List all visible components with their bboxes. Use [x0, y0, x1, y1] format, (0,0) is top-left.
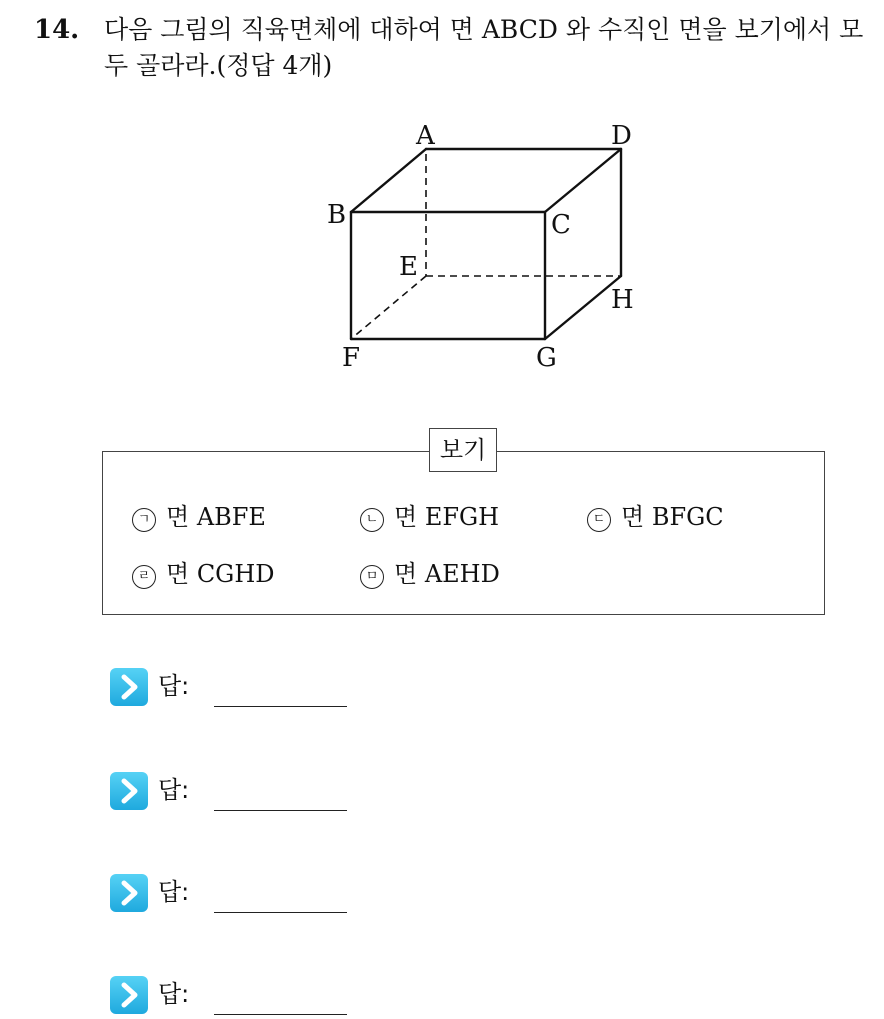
edge-DC — [545, 149, 621, 212]
edge-AB — [351, 149, 426, 212]
choice-item — [587, 501, 724, 533]
choice-text: 면 BFGC — [621, 503, 724, 531]
choice-mark: ㄴ — [360, 508, 384, 532]
answer-blank[interactable] — [214, 706, 347, 707]
choice-mark: ㄷ — [587, 508, 611, 532]
answer-blank[interactable] — [214, 912, 347, 913]
bogi-box — [102, 451, 825, 615]
chevron-right-icon — [110, 874, 148, 912]
choice-text: 면 CGHD — [166, 560, 275, 588]
cuboid-figure — [318, 112, 648, 380]
choice-text: 면 EFGH — [394, 503, 500, 531]
vertex-label-B: B — [327, 200, 347, 230]
answer-blank[interactable] — [214, 1014, 347, 1015]
choice-mark: ㅁ — [360, 565, 384, 589]
choice-item — [360, 558, 500, 590]
choice-mark: ㄹ — [132, 565, 156, 589]
answer-label: 답: — [158, 776, 190, 804]
choice-text: 면 ABFE — [166, 503, 266, 531]
vertex-label-D: D — [611, 121, 632, 151]
choice-item — [132, 501, 266, 533]
visible-edges — [351, 149, 621, 339]
edge-EF — [351, 276, 426, 339]
bogi-title: 보기 — [429, 428, 497, 472]
vertex-label-C: C — [551, 210, 571, 240]
chevron-right-icon — [110, 772, 148, 810]
vertex-label-F: F — [342, 343, 361, 373]
edge-GH — [545, 276, 621, 339]
choice-item — [132, 558, 275, 590]
question-text: 다음 그림의 직육면체에 대하여 면 ABCD 와 수직인 면을 보기에서 모두 골라라.(정답 4개) — [104, 15, 864, 80]
answer-label: 답: — [158, 672, 190, 700]
answer-label: 답: — [158, 878, 190, 906]
vertex-label-G: G — [536, 343, 557, 373]
chevron-right-icon — [110, 976, 148, 1014]
cuboid-diagram — [318, 112, 648, 380]
vertex-label-A: A — [416, 121, 435, 151]
choice-text: 면 AEHD — [394, 560, 500, 588]
chevron-right-icon — [110, 668, 148, 706]
choice-mark: ㄱ — [132, 508, 156, 532]
vertex-label-E: E — [399, 252, 418, 282]
answer-blank[interactable] — [214, 810, 347, 811]
choice-item — [360, 501, 499, 533]
answer-label: 답: — [158, 980, 190, 1008]
vertex-label-H: H — [611, 285, 634, 315]
question-number: 14. — [34, 15, 80, 45]
